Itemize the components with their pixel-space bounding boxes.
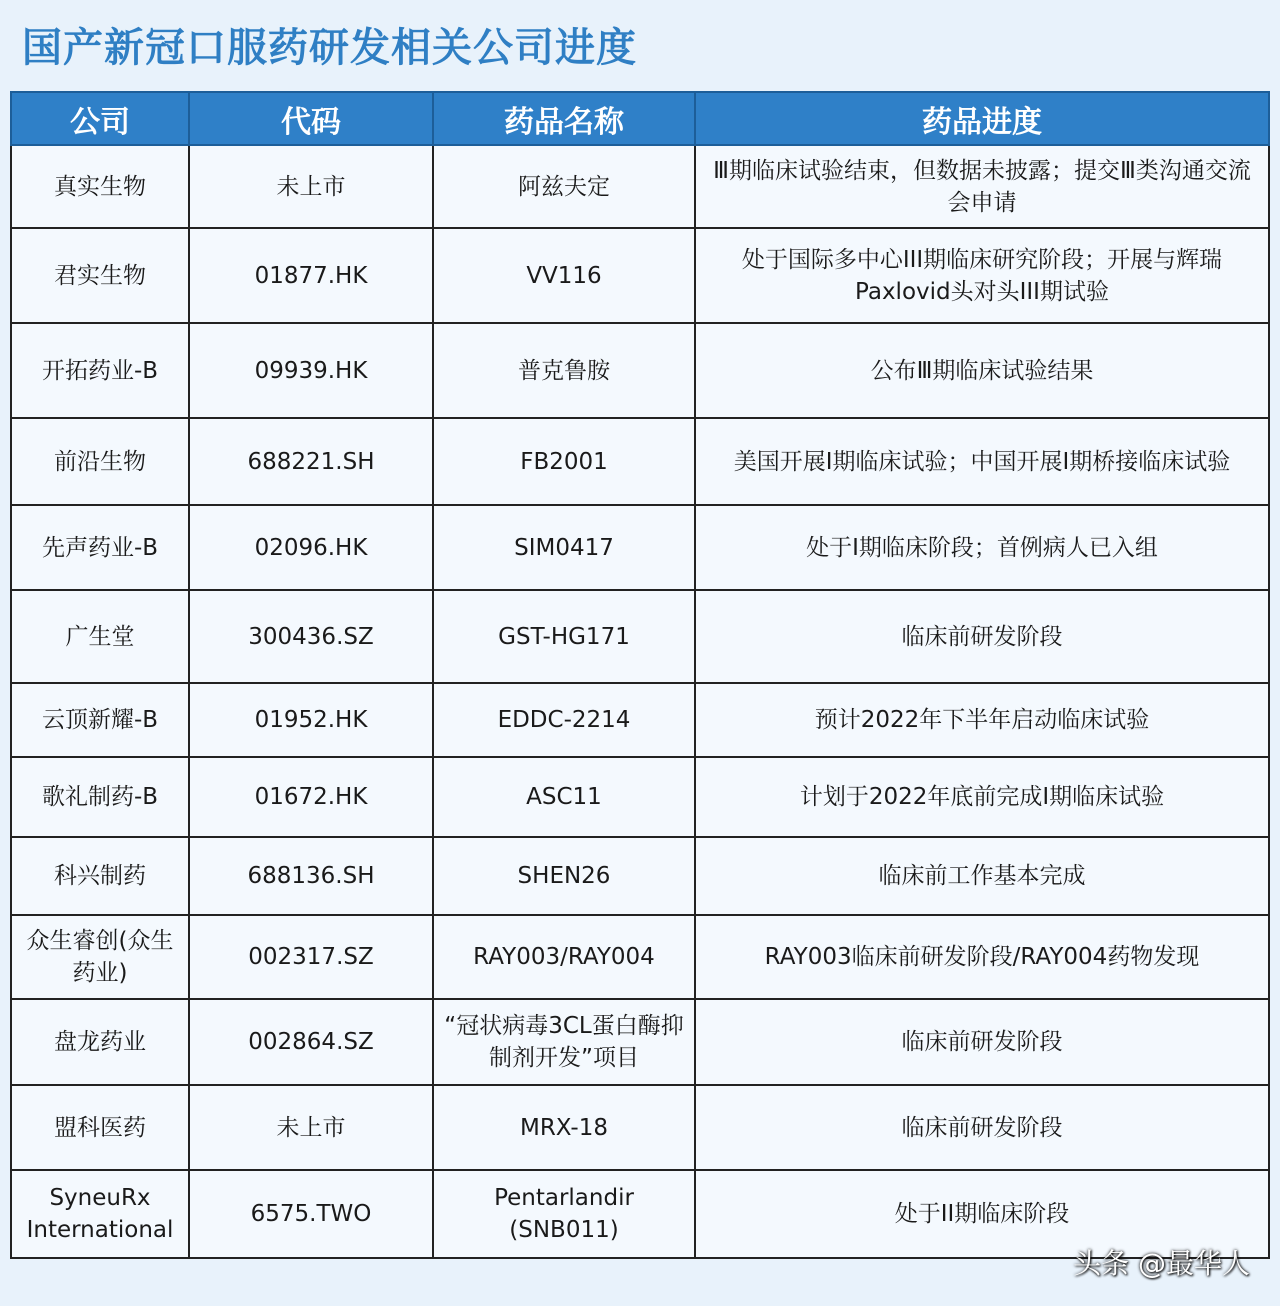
cell-code: 01672.HK — [189, 757, 433, 837]
cell-code: 01952.HK — [189, 683, 433, 757]
cell-progress: 临床前研发阶段 — [695, 1085, 1269, 1170]
cell-drug: FB2001 — [433, 418, 695, 505]
cell-company: 前沿生物 — [11, 418, 189, 505]
cell-code: 002864.SZ — [189, 999, 433, 1085]
cell-code: 未上市 — [189, 145, 433, 228]
table-row — [11, 999, 1269, 1085]
table-row — [11, 418, 1269, 505]
cell-company: 歌礼制药-B — [11, 757, 189, 837]
table-row — [11, 323, 1269, 418]
cell-progress: 临床前研发阶段 — [695, 590, 1269, 683]
page-title: 国产新冠口服药研发相关公司进度 — [22, 25, 637, 71]
header-drug-name: 药品名称 — [433, 92, 695, 145]
cell-company: SyneuRx International — [11, 1170, 189, 1258]
cell-code: 01877.HK — [189, 228, 433, 323]
cell-drug: GST-HG171 — [433, 590, 695, 683]
header-code: 代码 — [189, 92, 433, 145]
header-drug-progress: 药品进度 — [695, 92, 1269, 145]
cell-company: 先声药业-B — [11, 505, 189, 590]
cell-progress: 美国开展I期临床试验；中国开展I期桥接临床试验 — [695, 418, 1269, 505]
table-row — [11, 228, 1269, 323]
cell-company: 科兴制药 — [11, 837, 189, 915]
table-header-row — [11, 92, 1269, 145]
drug-progress-table — [10, 91, 1270, 1259]
table-row — [11, 1085, 1269, 1170]
cell-code: 6575.TWO — [189, 1170, 433, 1258]
table-row — [11, 590, 1269, 683]
cell-progress: RAY003临床前研发阶段/RAY004药物发现 — [695, 915, 1269, 999]
cell-company: 君实生物 — [11, 228, 189, 323]
cell-drug: 普克鲁胺 — [433, 323, 695, 418]
cell-company: 真实生物 — [11, 145, 189, 228]
cell-code: 688136.SH — [189, 837, 433, 915]
cell-drug: MRX-18 — [433, 1085, 695, 1170]
cell-progress: 处于国际多中心III期临床研究阶段；开展与辉瑞Paxlovid头对头III期试验 — [695, 228, 1269, 323]
cell-progress: 处于II期临床阶段 — [695, 1170, 1269, 1258]
table-row — [11, 683, 1269, 757]
cell-code: 300436.SZ — [189, 590, 433, 683]
cell-progress: 计划于2022年底前完成I期临床试验 — [695, 757, 1269, 837]
cell-drug: “冠状病毒3CL蛋白酶抑制剂开发”项目 — [433, 999, 695, 1085]
table-row — [11, 915, 1269, 999]
cell-progress: 处于I期临床阶段；首例病人已入组 — [695, 505, 1269, 590]
cell-progress: 临床前工作基本完成 — [695, 837, 1269, 915]
cell-company: 广生堂 — [11, 590, 189, 683]
cell-code: 02096.HK — [189, 505, 433, 590]
cell-progress: Ⅲ期临床试验结束，但数据未披露；提交Ⅲ类沟通交流会申请 — [695, 145, 1269, 228]
watermark: 头条 @最华人 — [1073, 1247, 1250, 1280]
cell-drug: SIM0417 — [433, 505, 695, 590]
cell-drug: VV116 — [433, 228, 695, 323]
cell-progress: 预计2022年下半年启动临床试验 — [695, 683, 1269, 757]
cell-drug: EDDC-2214 — [433, 683, 695, 757]
cell-drug: 阿兹夫定 — [433, 145, 695, 228]
cell-drug: SHEN26 — [433, 837, 695, 915]
cell-drug: RAY003/RAY004 — [433, 915, 695, 999]
cell-code: 002317.SZ — [189, 915, 433, 999]
cell-drug: Pentarlandir (SNB011) — [433, 1170, 695, 1258]
cell-progress: 临床前研发阶段 — [695, 999, 1269, 1085]
cell-company: 开拓药业-B — [11, 323, 189, 418]
table-row — [11, 505, 1269, 590]
cell-code: 688221.SH — [189, 418, 433, 505]
header-company: 公司 — [11, 92, 189, 145]
cell-code: 未上市 — [189, 1085, 433, 1170]
cell-progress: 公布Ⅲ期临床试验结果 — [695, 323, 1269, 418]
cell-company: 盟科医药 — [11, 1085, 189, 1170]
cell-company: 众生睿创(众生药业) — [11, 915, 189, 999]
table-row — [11, 837, 1269, 915]
cell-company: 盘龙药业 — [11, 999, 189, 1085]
cell-drug: ASC11 — [433, 757, 695, 837]
cell-company: 云顶新耀-B — [11, 683, 189, 757]
table-row — [11, 145, 1269, 228]
cell-code: 09939.HK — [189, 323, 433, 418]
table-row — [11, 757, 1269, 837]
